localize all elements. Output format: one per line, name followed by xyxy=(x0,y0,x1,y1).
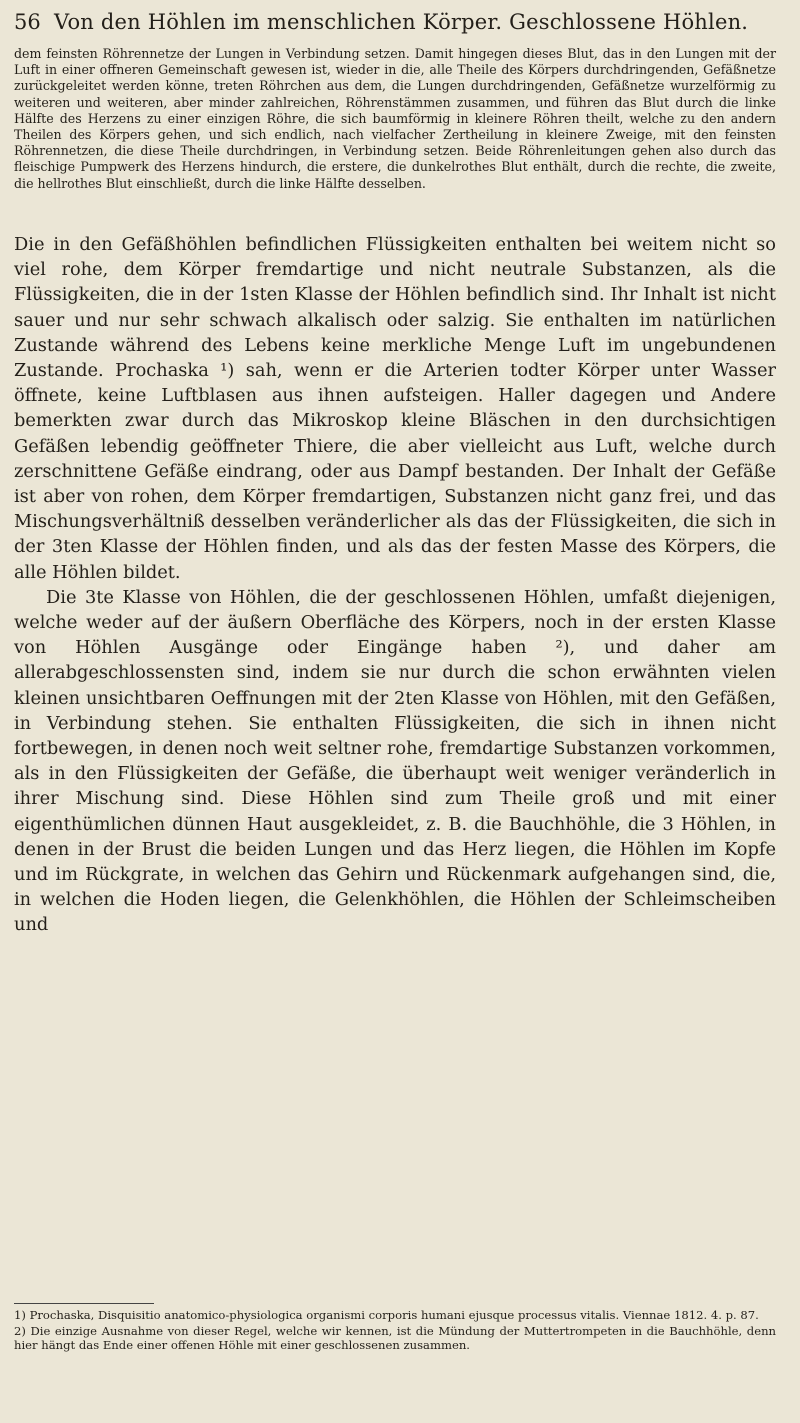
book-page xyxy=(14,0,776,1423)
main-text xyxy=(14,232,776,938)
footnotes xyxy=(14,1308,776,1354)
paragraph-gefaesshoehlen: Die in den Gefäßhöhlen befindlichen Flüssigkeiten enthalten bei weitem nicht so viel rohe, dem Körper fremdartige und nicht neutrale Substanzen, als die Flüssigkeiten, die in der 1sten Klasse der Höhlen befindlich sind. Ihr Inhalt ist nicht sauer und nur sehr schwach alkalisch oder salzig. Sie enthalten im natürlichen Zustande während des Lebens keine merkliche Menge Luft im ungebundenen Zustande. Prochaska ¹) sah, wenn er die Arterien todter Körper unter Wasser öffnete, keine Luftblasen aus ihnen aufsteigen. Haller dagegen und Andere bemerkten zwar durch das Mikroskop kleine Bläschen in den durchsichtigen Gefäßen lebendig geöffneter Thiere, die aber vielleicht aus Luft, welche durch zerschnittene Gefäße eindrang, oder aus Dampf bestanden. Der Inhalt der Gefäße ist aber von rohen, dem Körper fremdartigen, Substanzen nicht ganz frei, und das Mischungsverhältniß desselben veränderlicher als das der Flüssigkeiten, die sich in der 3ten Klasse der Höhlen finden, und als das der festen Masse des Körpers, die alle Höhlen bildet. xyxy=(14,234,776,583)
page-header xyxy=(14,10,776,40)
footnote-1: 1) Prochaska, Disquisitio anatomico-physiologica organismi corporis humani ejusque processus vitalis. Viennae 1812. 4. p. 87. xyxy=(14,1308,759,1322)
small-print-paragraph: dem feinsten Röhrennetze der Lungen in Verbindung setzen. Damit hingegen dieses Blut, das in den Lungen mit der Luft in einer offneren Gemeinschaft gewesen ist, wieder in die, alle Theile des Körpers durchdringenden, Gefäßnetze zurückgeleitet werden könne, treten Röhrchen aus dem, die Lungen durchdringenden, Gefäßnetze wurzelförmig zu weiteren und weiteren, aber minder zahlreichen, Röhrenstämmen zusammen, und führen das Blut durch die linke Hälfte des Herzens zu einer einzigen Röhre, die sich baumförmig in kleinere Röhren theilt, welche zu den andern Theilen des Körpers gehen, und sich endlich, nach vielfacher Zertheilung in kleinere Zweige, mit den feinsten Röhrennetzen, die diese Theile durchdringen, in Verbindung setzen. Beide Röhrenleitungen gehen also durch das fleischige Pumpwerk des Herzens hindurch, die erstere, die dunkelrothes Blut enthält, durch die rechte, die zweite, die hellrothes Blut einschließt, durch die linke Hälfte desselben. xyxy=(14,46,776,191)
running-head: Von den Höhlen im menschlichen Körper. Geschlossene Höhlen. xyxy=(54,10,749,34)
footnote-2: 2) Die einzige Ausnahme von dieser Regel, welche wir kennen, ist die Mündung der Muttertrompeten in die Bauchhöhle, denn hier hängt das Ende einer offenen Höhle mit einer geschlossenen zusammen. xyxy=(14,1323,776,1353)
paragraph-dritte-klasse: Die 3te Klasse von Höhlen, die der geschlossenen Höhlen, umfaßt diejenigen, welche weder auf der äußern Oberfläche des Körpers, noch in der ersten Klasse von Höhlen Ausgänge oder Eingänge haben ²), und daher am allerabgeschlossensten sind, indem sie nur durch die schon erwähnten vielen kleinen unsichtbaren Oeffnungen mit der 2ten Klasse von Höhlen, mit den Gefäßen, in Verbindung stehen. Sie enthalten Flüssigkeiten, die sich in ihnen nicht fortbewegen, in denen noch weit seltner rohe, fremdartige Substanzen vorkommen, als in den Flüssigkeiten der Gefäße, die überhaupt weit weniger veränderlich in ihrer Mischung sind. Diese Höhlen sind zum Theile groß und mit einer eigenthümlichen dünnen Haut ausgekleidet, z. B. die Bauchhöhle, die 3 Höhlen, in denen in der Brust die beiden Lungen und das Herz liegen, die Höhlen im Kopfe und im Rückgrate, in welchen das Gehirn und Rückenmark aufgehangen sind, die, in welchen die Hoden liegen, die Gelenkhöhlen, die Höhlen der Schleimscheiben und xyxy=(14,586,776,936)
footnote-divider xyxy=(14,1303,154,1304)
page-number: 56 xyxy=(14,10,41,34)
